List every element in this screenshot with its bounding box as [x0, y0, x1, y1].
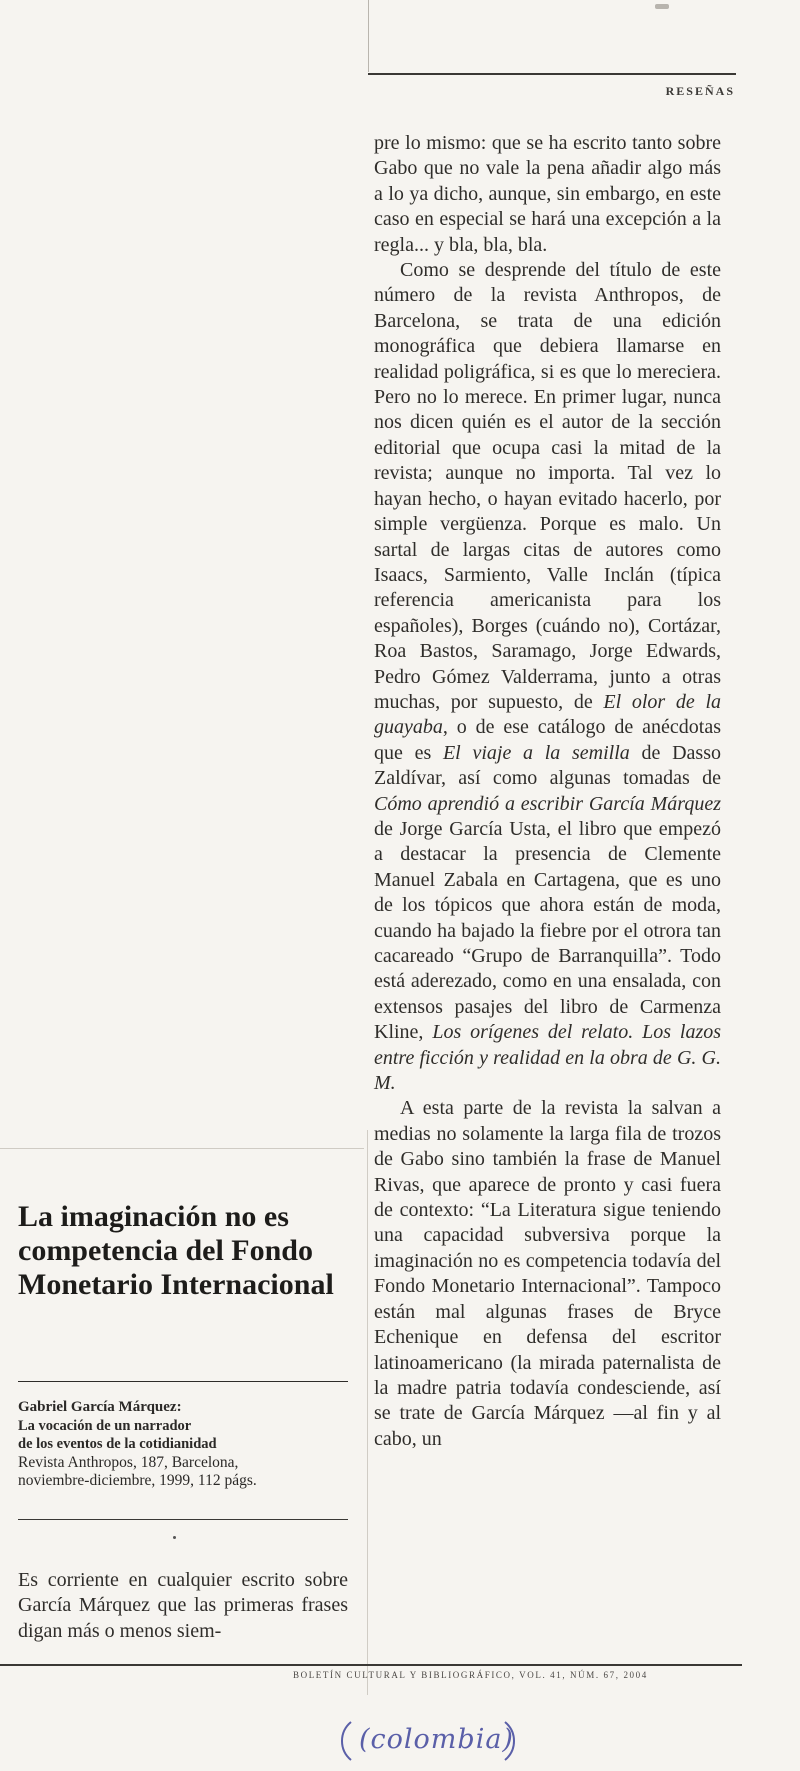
body-paragraph-2-cont: , o de ese catálogo de anécdotas que es [374, 716, 721, 764]
book-title-guayaba: El olor de la guayaba [374, 690, 721, 739]
handwritten-annotation [333, 1718, 523, 1762]
article-body-left-column [18, 1568, 348, 1668]
credits-block [18, 1398, 350, 1491]
article-body-right-column [374, 131, 721, 1631]
book-title-origenes: Los orígenes del relato. Los lazos entre ficción y realidad en la obra de G. G. M. [374, 1021, 722, 1095]
credit-book-line-2: de los eventos de la cotidianidad [18, 1436, 217, 1453]
body-paragraph-2 [374, 258, 721, 1096]
body-paragraph-1: pre lo mismo: que se ha escrito tanto sobre Gabo que no vale la pena añadir algo más a lo ya dicho, aunque, sin embargo, en este caso en especial se hará una excepción a la regla... y bla, bla, bla. [374, 132, 721, 256]
book-title-viaje: El viaje a la semilla [442, 741, 630, 764]
credit-rule-top [18, 1381, 348, 1382]
body-paragraph-2-text: Como se desprende del título de este número de la revista Anthropos, de Barcelona, se trata de una edición monográfica que debiera llamarse en realidad poligráfica, si es que lo mereciera. Pero no lo merece. En primer lugar, nunca nos dicen quién es el autor de la sección editorial que ocupa casi la mitad de la revista; aunque no importa. Tal vez lo hayan hecho, o hayan evitado hacerlo, por simple vergüenza. Porque es malo. Un sartal de largas citas de autores como Isaacs, Sarmiento, Valle Inclán (típica referencia americanista para los españoles), Borges (cuándo no), Cortázar, Roa Bastos, Saramago, Jorge Edwards, Pedro Gómez Valderrama, junto a otras muchas, por supuesto, de [374, 259, 721, 713]
credit-author: Gabriel García Márquez: [18, 1399, 182, 1415]
credit-rule-bottom [18, 1519, 348, 1520]
bottom-rule [0, 1664, 742, 1666]
column-divider-top [368, 0, 369, 72]
credit-publication-line-2: noviembre-diciembre, 1999, 112 págs. [18, 1472, 257, 1490]
book-title-como-aprendio: Cómo aprendió a escribir García Márquez [374, 792, 721, 815]
annotation-text: (colombia) [359, 1724, 514, 1755]
article-title: La imaginación no es competencia del Fondo Monetario Internacional [18, 1200, 334, 1301]
body-start-paragraph: Es corriente en cualquier escrito sobre García Márquez que las primeras frases digan más o menos siem- [18, 1569, 348, 1642]
body-paragraph-2-cont3: de Jorge García Usta, el libro que empezó a destacar la presencia de Clemente Manuel Zabala en Cartagena, que es uno de los tópicos que ahora están de moda, cuando ha bajado la fiebre por el otrora tan cacareado “Grupo de Barranquilla”. Todo está aderezado, como en una ensalada, con extensos pasajes del libro de Carmenza Kline, [374, 817, 721, 1044]
separator-dot [173, 1536, 176, 1539]
credit-publication-line-1: Revista Anthropos, 187, Barcelona, [18, 1453, 239, 1471]
body-paragraph-2-cont2: de Dasso Zaldívar, así como algunas tomadas de [374, 741, 721, 790]
running-footer: BOLETÍN CULTURAL Y BIBLIOGRÁFICO, VOL. 41, NÚM. 67, 2004 [293, 1670, 648, 1680]
sidebox-top-rule [0, 1148, 364, 1149]
scan-mark [655, 4, 669, 9]
body-paragraph-3: A esta parte de la revista la salvan a medias no solamente la larga fila de trozos de Gabo sino también la frase de Manuel Rivas, que aparece de pronto y casi fuera de contexto: “La Literatura sigue teniendo una capacidad subversiva porque la imaginación no es competencia todavía del Fondo Monetario Internacional”. Tampoco están mal algunas frases de Bryce Echenique en defensa del escritor latinoamericano (la mirada paternalista de la madre patria todavía condesciende, así se trate de García Márquez —al fin y al cabo, un [374, 1097, 721, 1450]
header-rule [368, 73, 736, 75]
section-label: RESEÑAS [665, 84, 735, 98]
column-divider-bottom [367, 1130, 368, 1695]
credit-book-line-1: La vocación de un narrador [18, 1417, 192, 1434]
